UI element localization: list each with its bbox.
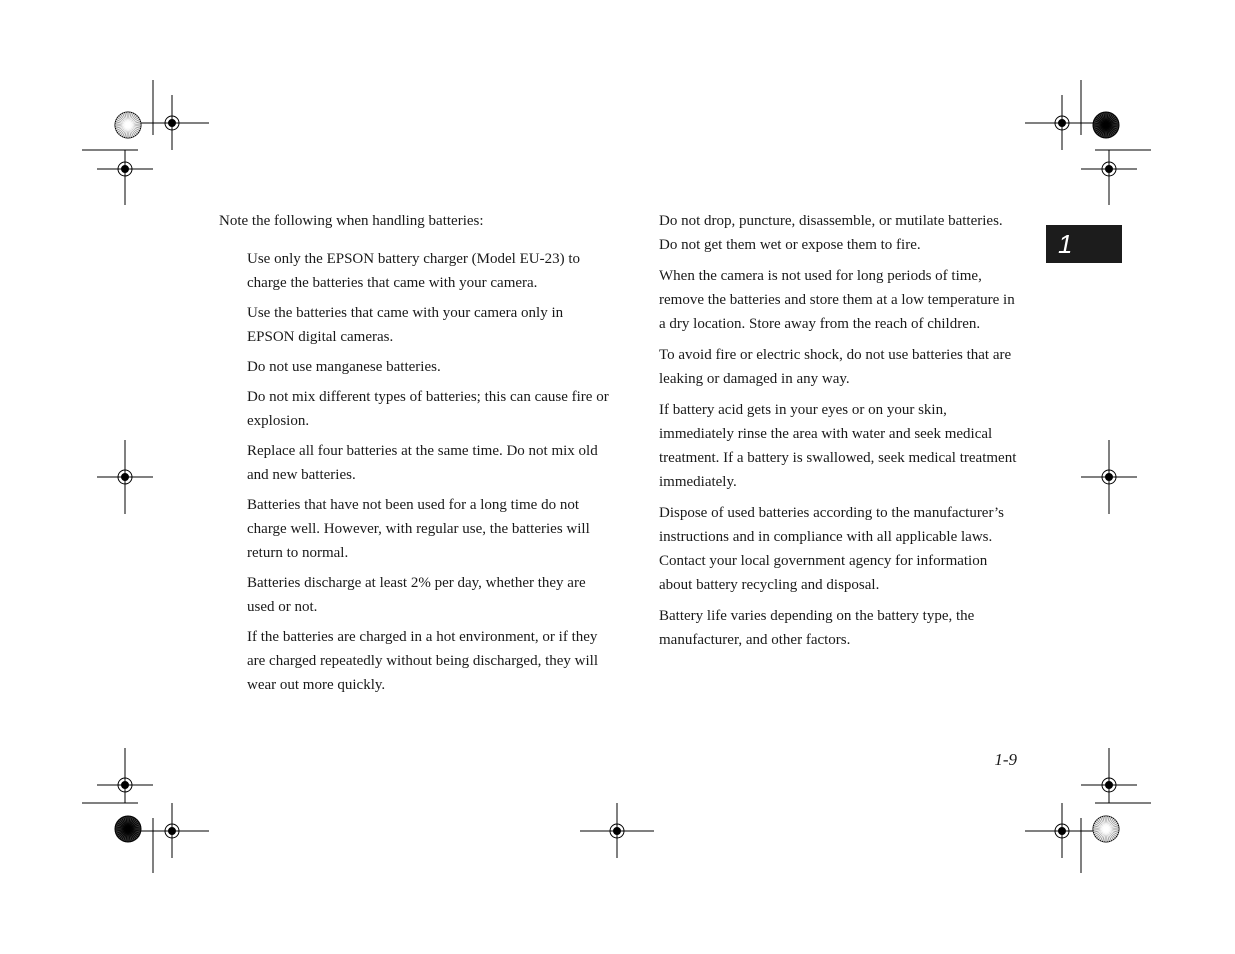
list-item: Batteries discharge at least 2% per day, whether they are used or not.: [247, 575, 586, 615]
list-item: Battery life varies depending on the battery type, the manufacturer, and other factors.: [659, 608, 975, 648]
intro-text: Note the following when handling batteries:: [219, 213, 484, 229]
list-item: Do not use manganese batteries.: [247, 359, 441, 375]
list-item: Replace all four batteries at the same time. Do not mix old and new batteries.: [247, 443, 598, 483]
list-item: When the camera is not used for long periods of time, remove the batteries and store them at a low temperature in a dry location. Store away from the reach of children.: [659, 268, 1015, 332]
list-item: Do not drop, puncture, disassemble, or mutilate batteries. Do not get them wet or expose them to fire.: [659, 213, 1003, 253]
list-item: To avoid fire or electric shock, do not use batteries that are leaking or damaged in any way.: [659, 347, 1012, 387]
list-item: Batteries that have not been used for a long time do not charge well. However, with regular use, the batteries will return to normal.: [247, 497, 590, 561]
left-column: [219, 209, 609, 703]
chapter-tab: 1: [1046, 225, 1122, 263]
list-item: Use only the EPSON battery charger (Model EU-23) to charge the batteries that came with your camera.: [247, 251, 580, 291]
list-item: Dispose of used batteries according to the manufacturer’s instructions and in compliance with all applicable laws. Contact your local government agency for information about battery recycling and disposal.: [659, 505, 1005, 593]
list-item: If battery acid gets in your eyes or on your skin, immediately rinse the area with water and seek medical treatment. If a battery is swallowed, seek medical treatment immediately.: [659, 402, 1017, 490]
list-item: Use the batteries that came with your camera only in EPSON digital cameras.: [247, 305, 564, 345]
list-item: If the batteries are charged in a hot environment, or if they are charged repeatedly without being discharged, they will wear out more quickly.: [247, 629, 598, 693]
right-column: [659, 209, 1019, 659]
page-number: 1-9: [994, 750, 1017, 769]
list-item: Do not mix different types of batteries; this can cause fire or explosion.: [247, 389, 609, 429]
